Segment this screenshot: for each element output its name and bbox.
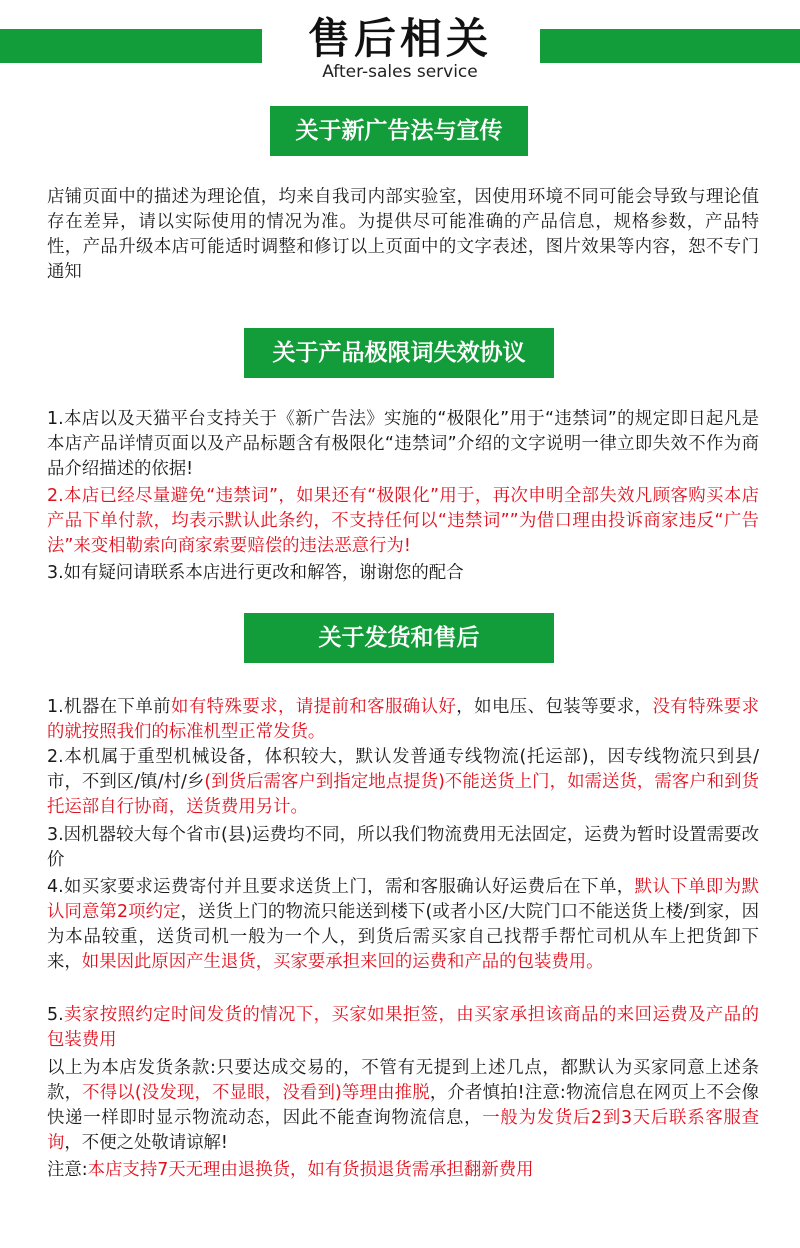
highlight-text: 如果因此原因产生退货，买家要承担来回的运费和产品的包装费用。 (81, 952, 604, 972)
body-text: 注意: (47, 1160, 88, 1180)
highlight-text: 本店支持7天无理由退换货，如有货损退货需承担翻新费用 (87, 1160, 534, 1180)
highlight-text: 卖家按照约定时间发货的情况下，买家如果拒签，由买家承担该商品的来回运费及产品的包装费用 (47, 1005, 759, 1050)
highlight-text: 没有特殊要求的就按照我们的标准机型正常发货。 (47, 697, 759, 742)
highlight-text: 一般为发货后2到3天后联系客服查询 (47, 1108, 759, 1153)
body-text: 2.本机属于重型机械设备，体积较大，默认发普通专线物流(托运部)，因专线物流只到县/市，不到区/镇/村/乡 (47, 747, 759, 792)
page-subtitle: After-sales service (322, 62, 478, 82)
highlight-text: 如有特殊要求，请提前和客服确认好 (171, 697, 457, 717)
section-item-shipping-5 (47, 1003, 759, 1053)
body-text: 店铺页面中的描述为理论值，均来自我司内部实验室，因使用环境不同可能会导致与理论值存在差异，请以实际使用的情况为准。为提供尽可能准确的产品信息，规格参数，产品特性，产品升级本店可能适时调整和修订以上页面中的文字表述，图片效果等内容，恕不专门通知 (47, 187, 759, 282)
body-text: ，介者慎拍!注意:物流信息在网页上不会像快递一样即时显示物流动态，因此不能查询物流信息， (47, 1083, 759, 1128)
return-policy-note (47, 1158, 759, 1183)
section-item-extreme-words-3 (47, 561, 759, 586)
section-heading-shipping: 关于发货和售后 (244, 613, 554, 663)
body-text: 4.如买家要求运费寄付并且要求送货上门，需和客服确认好运费后在下单， (47, 877, 635, 897)
highlight-text: 不得以(没发现，不显眼，没看到)等理由推脱 (82, 1083, 430, 1103)
body-text: 1.本店以及天猫平台支持关于《新广告法》实施的“极限化”用于“违禁词”的规定即日起凡是本店产品详情页面以及产品标题含有极限化“违禁词”介绍的文字说明一律立即失效不作为商品介绍描述的依据! (47, 409, 759, 479)
body-text: 3.如有疑问请联系本店进行更改和解答，谢谢您的配合 (47, 563, 464, 583)
body-text: 5. (47, 1005, 64, 1025)
section-item-shipping-3 (47, 823, 759, 873)
body-text: ，不便之处敬请谅解! (64, 1133, 228, 1153)
section-item-extreme-words-2 (47, 484, 759, 559)
page-title: 售后相关 (307, 14, 492, 63)
highlight-text: (到货后需客户到指定地点提货)不能送货上门，如需送货，需客户和到货托运部自行协商，送货费用另计。 (47, 772, 759, 817)
body-text: 以上为本店发货条款:只要达成交易的，不管有无提到上述几点，都默认为买家同意上述条款， (47, 1058, 759, 1103)
highlight-text: 默认下单即为默认同意第2项约定 (47, 877, 759, 922)
body-text: 1.机器在下单前 (47, 697, 172, 717)
section-item-extreme-words-1 (47, 407, 759, 482)
section-body-ad-law (47, 185, 759, 285)
section-item-shipping-1 (47, 695, 759, 745)
shipping-terms-note (47, 1056, 759, 1156)
section-item-shipping-4 (47, 875, 759, 975)
highlight-text: 2.本店已经尽量避免“违禁词”，如果还有“极限化”用于，再次申明全部失效凡顾客购买本店产品下单付款，均表示默认此条约，不支持任何以“违禁词””为借口理由投诉商家违反“广告法”来变相勒索向商家索要赔偿的违法恶意行为! (47, 486, 759, 556)
section-item-shipping-2 (47, 745, 759, 820)
body-text: 3.因机器较大每个省市(县)运费均不同，所以我们物流费用无法固定，运费为暂时设置需要改价 (47, 825, 759, 870)
body-text: ，如电压、包装等要求， (456, 697, 653, 717)
section-heading-extreme-words: 关于产品极限词失效协议 (244, 328, 554, 378)
body-text: ，送货上门的物流只能送到楼下(或者小区/大院门口不能送货上楼/到家，因为本品较重，送货司机一般为一个人，到货后需买家自己找帮手帮忙司机从车上把货卸下来， (47, 902, 759, 972)
section-heading-ad-law: 关于新广告法与宣传 (270, 106, 528, 156)
